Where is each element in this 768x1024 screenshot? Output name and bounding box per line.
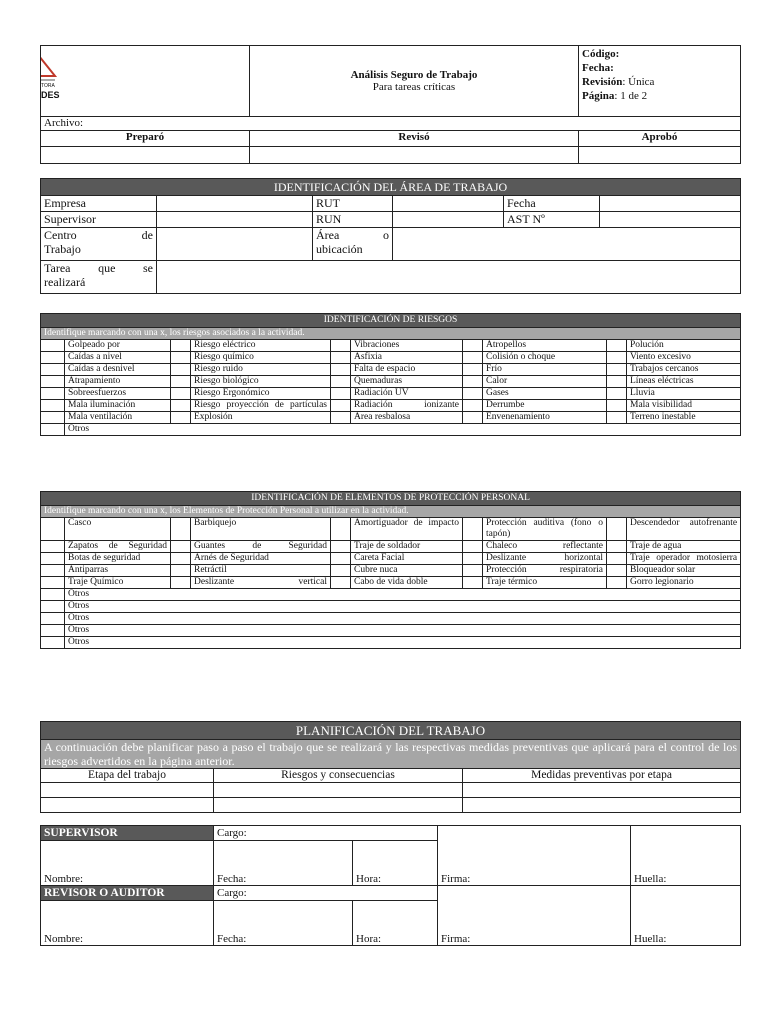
tarea-word-3: se xyxy=(142,261,153,275)
riesgos-row xyxy=(41,400,741,412)
riesgos-checkbox[interactable] xyxy=(41,412,65,424)
epp-otros-field[interactable]: Otros xyxy=(65,613,741,625)
company-logo xyxy=(41,46,249,116)
epp-checkbox[interactable] xyxy=(171,577,191,589)
riesgos-item-label: Viento excesivo xyxy=(627,352,741,364)
plan-medidas-field[interactable] xyxy=(463,783,741,798)
plan-medidas-field[interactable] xyxy=(463,798,741,813)
epp-item-label: Guantes de Seguridad xyxy=(191,541,331,553)
centro-field[interactable] xyxy=(157,228,313,261)
epp-checkbox[interactable] xyxy=(171,518,191,541)
riesgos-item-label: Radiación ionizante xyxy=(351,400,463,412)
epp-row xyxy=(41,541,741,553)
epp-checkbox[interactable] xyxy=(607,553,627,565)
fecha-label: Fecha xyxy=(504,196,600,212)
epp-checkbox[interactable] xyxy=(463,565,483,577)
riesgos-item-label: Explosión xyxy=(191,412,331,424)
riesgos-instructions: Identifique marcando con una x, los riesgos asociados a la actividad. xyxy=(41,328,741,340)
riesgos-section-title: IDENTIFICACIÓN DE RIESGOS xyxy=(41,314,741,328)
revisor-huella[interactable] xyxy=(631,886,741,946)
supervisor-hora[interactable] xyxy=(353,841,438,886)
epp-checkbox[interactable] xyxy=(607,518,627,541)
preparo-field[interactable] xyxy=(41,147,250,164)
tarea-label xyxy=(41,261,157,294)
document-header xyxy=(40,45,741,164)
revision-row xyxy=(582,75,737,89)
epp-item-label: Casco xyxy=(65,518,171,541)
supervisor-label: Supervisor xyxy=(41,212,157,228)
rut-field[interactable] xyxy=(393,196,504,212)
epp-otros-field[interactable]: Otros xyxy=(65,601,741,613)
riesgos-item-label: Caídas a desnivel xyxy=(65,364,171,376)
epp-item-label: Zapatos de Seguridad xyxy=(65,541,171,553)
riesgos-row xyxy=(41,412,741,424)
epp-item-label: Retráctil xyxy=(191,565,331,577)
riesgos-item-label: Mala visibilidad xyxy=(627,400,741,412)
riesgos-checkbox[interactable] xyxy=(331,412,351,424)
rut-label: RUT xyxy=(313,196,393,212)
area-trabajo-table xyxy=(40,178,741,294)
riesgos-checkbox[interactable] xyxy=(463,352,483,364)
plan-section-title: PLANIFICACIÓN DEL TRABAJO xyxy=(41,722,741,740)
riesgos-checkbox[interactable] xyxy=(607,388,627,400)
riesgos-checkbox[interactable] xyxy=(171,400,191,412)
ast-label: AST Nº xyxy=(504,212,600,228)
riesgos-checkbox[interactable] xyxy=(463,364,483,376)
riesgos-item-label: Vibraciones xyxy=(351,340,463,352)
riesgos-checkbox[interactable] xyxy=(463,400,483,412)
riesgos-checkbox[interactable] xyxy=(41,424,65,436)
epp-checkbox[interactable] xyxy=(463,553,483,565)
huella-label: Huella: xyxy=(634,933,667,945)
fecha-row xyxy=(582,61,737,75)
epp-item-label: Traje de soldador xyxy=(351,541,463,553)
epp-checkbox[interactable] xyxy=(463,518,483,541)
epp-checkbox[interactable] xyxy=(41,601,65,613)
epp-item-label: Chaleco reflectante xyxy=(483,541,607,553)
riesgos-item-label: Área resbalosa xyxy=(351,412,463,424)
riesgos-item-label: Falta de espacio xyxy=(351,364,463,376)
run-field[interactable] xyxy=(393,212,504,228)
area-word-1: Área xyxy=(316,228,340,242)
riesgos-checkbox[interactable] xyxy=(171,340,191,352)
epp-checkbox[interactable] xyxy=(607,577,627,589)
plan-col-etapa: Etapa del trabajo xyxy=(41,769,214,783)
epp-item-label: Antiparras xyxy=(65,565,171,577)
epp-item-label: Traje Químico xyxy=(65,577,171,589)
epp-item-label: Careta Facial xyxy=(351,553,463,565)
tarea-word-1: Tarea xyxy=(44,261,71,275)
epp-checkbox[interactable] xyxy=(607,541,627,553)
epp-section-title: IDENTIFICACIÓN DE ELEMENTOS DE PROTECCIÓN PERSONAL xyxy=(41,492,741,506)
epp-item-label: Protección respiratoria xyxy=(483,565,607,577)
plan-etapa-field[interactable] xyxy=(41,798,214,813)
area-word-2: o xyxy=(383,228,389,242)
riesgos-item-label: Golpeado por xyxy=(65,340,171,352)
epp-checkbox[interactable] xyxy=(41,577,65,589)
codigo-label: Código: xyxy=(582,48,620,60)
fecha-label: Fecha: xyxy=(217,933,247,945)
logo-icon xyxy=(41,46,80,116)
riesgos-item-label: Atrapamiento xyxy=(65,376,171,388)
area-ubicacion-field[interactable] xyxy=(393,228,741,261)
plan-col-riesgos: Riesgos y consecuencias xyxy=(214,769,463,783)
riesgos-item-label: Quemaduras xyxy=(351,376,463,388)
supervisor-nombre[interactable] xyxy=(41,841,214,886)
riesgos-item-label: Envenenamiento xyxy=(483,412,607,424)
nombre-label: Nombre: xyxy=(44,873,84,885)
supervisor-firma[interactable] xyxy=(438,826,631,886)
riesgos-item-label: Sobreesfuerzos xyxy=(65,388,171,400)
epp-checkbox[interactable] xyxy=(331,565,351,577)
riesgos-checkbox[interactable] xyxy=(607,400,627,412)
tarea-word-2: que xyxy=(98,261,116,275)
epp-checkbox[interactable] xyxy=(463,577,483,589)
epp-otros-field[interactable]: Otros xyxy=(65,637,741,649)
pagina-row xyxy=(582,89,737,103)
riesgos-table xyxy=(40,313,741,436)
riesgos-checkbox[interactable] xyxy=(171,388,191,400)
revisor-firma[interactable] xyxy=(438,886,631,946)
riesgos-checkbox[interactable] xyxy=(171,412,191,424)
riesgos-checkbox[interactable] xyxy=(463,376,483,388)
epp-table xyxy=(40,491,741,649)
supervisor-field[interactable] xyxy=(157,212,313,228)
epp-row xyxy=(41,553,741,565)
epp-item-label: Barbiquejo xyxy=(191,518,331,541)
riesgos-item-label: Riesgo Ergonómico xyxy=(191,388,331,400)
riesgos-item-label: Riesgo biológico xyxy=(191,376,331,388)
riesgos-checkbox[interactable] xyxy=(331,376,351,388)
reviso-header: Revisó xyxy=(250,131,579,147)
riesgos-item-label: Gases xyxy=(483,388,607,400)
epp-otros-row xyxy=(41,613,741,625)
riesgos-item-label: Riesgo ruido xyxy=(191,364,331,376)
epp-instructions: Identifique marcando con una x, los Elementos de Protección Personal a utilizar en la actividad. xyxy=(41,506,741,518)
riesgos-item-label: Líneas eléctricas xyxy=(627,376,741,388)
epp-checkbox[interactable] xyxy=(41,625,65,637)
riesgos-checkbox[interactable] xyxy=(171,352,191,364)
epp-otros-row xyxy=(41,589,741,601)
epp-checkbox[interactable] xyxy=(41,553,65,565)
area-ubicacion-label xyxy=(313,228,393,261)
centro-word-1: Centro xyxy=(44,228,77,242)
riesgos-checkbox[interactable] xyxy=(41,364,65,376)
epp-checkbox[interactable] xyxy=(41,541,65,553)
plan-col-medidas: Medidas preventivas por etapa xyxy=(463,769,741,783)
fecha-label: Fecha: xyxy=(582,62,614,74)
pagina-label: Página xyxy=(582,90,615,102)
riesgos-checkbox[interactable] xyxy=(331,352,351,364)
riesgos-checkbox[interactable] xyxy=(463,340,483,352)
planificacion-table xyxy=(40,721,741,813)
nombre-label: Nombre: xyxy=(44,933,84,945)
plan-etapa-field[interactable] xyxy=(41,783,214,798)
epp-item-label: Protección auditiva (fono o tapón) xyxy=(483,518,607,541)
logo-cell xyxy=(41,46,250,117)
epp-checkbox[interactable] xyxy=(41,565,65,577)
riesgos-checkbox[interactable] xyxy=(331,364,351,376)
epp-item-label: Gorro legionario xyxy=(627,577,741,589)
riesgos-row xyxy=(41,340,741,352)
riesgos-checkbox[interactable] xyxy=(41,388,65,400)
riesgos-item-label: Derrumbe xyxy=(483,400,607,412)
preparo-header: Preparó xyxy=(41,131,250,147)
riesgos-checkbox[interactable] xyxy=(41,400,65,412)
aprobo-header: Aprobó xyxy=(579,131,741,147)
riesgos-checkbox[interactable] xyxy=(331,340,351,352)
centro-label xyxy=(41,228,157,261)
aprobo-field[interactable] xyxy=(579,147,741,164)
epp-row xyxy=(41,577,741,589)
run-label: RUN xyxy=(313,212,393,228)
epp-checkbox[interactable] xyxy=(331,577,351,589)
meta-cell xyxy=(579,46,741,117)
tarea-word-4: realizará xyxy=(44,275,86,289)
epp-otros-field[interactable]: Otros xyxy=(65,589,741,601)
riesgos-item-label: Caídas a nivel xyxy=(65,352,171,364)
firma-label: Firma: xyxy=(441,873,471,885)
riesgos-checkbox[interactable] xyxy=(607,340,627,352)
riesgos-item-label: Riesgo proyección de partículas xyxy=(191,400,331,412)
centro-word-3: Trabajo xyxy=(44,242,81,256)
riesgos-row xyxy=(41,364,741,376)
epp-item-label: Deslizante vertical xyxy=(191,577,331,589)
riesgos-otros-row xyxy=(41,424,741,436)
riesgos-item-label: Calor xyxy=(483,376,607,388)
riesgos-item-label: Mala iluminación xyxy=(65,400,171,412)
riesgos-item-label: Polución xyxy=(627,340,741,352)
empresa-field[interactable] xyxy=(157,196,313,212)
pagina-value: : 1 de 2 xyxy=(614,90,648,102)
riesgos-item-label: Trabajos cercanos xyxy=(627,364,741,376)
revisor-heading: REVISOR O AUDITOR xyxy=(41,886,214,901)
epp-checkbox[interactable] xyxy=(171,565,191,577)
supervisor-cargo[interactable]: Cargo: xyxy=(214,826,438,841)
riesgos-checkbox[interactable] xyxy=(463,412,483,424)
riesgos-checkbox[interactable] xyxy=(607,412,627,424)
epp-item-label: Deslizante horizontal xyxy=(483,553,607,565)
riesgos-checkbox[interactable] xyxy=(331,388,351,400)
supervisor-huella[interactable] xyxy=(631,826,741,886)
riesgos-row xyxy=(41,352,741,364)
epp-item-label: Arnés de Seguridad xyxy=(191,553,331,565)
epp-checkbox[interactable] xyxy=(41,637,65,649)
empresa-label: Empresa xyxy=(41,196,157,212)
fecha-label: Fecha: xyxy=(217,873,247,885)
document-title: Análisis Seguro de Trabajo xyxy=(350,69,478,81)
riesgos-otros-field[interactable]: Otros xyxy=(65,424,741,436)
epp-otros-field[interactable]: Otros xyxy=(65,625,741,637)
epp-checkbox[interactable] xyxy=(41,518,65,541)
riesgos-row xyxy=(41,388,741,400)
supervisor-heading: SUPERVISOR xyxy=(41,826,214,841)
epp-item-label: Cubre nuca xyxy=(351,565,463,577)
riesgos-checkbox[interactable] xyxy=(463,388,483,400)
plan-riesgos-field[interactable] xyxy=(214,798,463,813)
epp-row xyxy=(41,518,741,541)
epp-checkbox[interactable] xyxy=(331,518,351,541)
epp-otros-row xyxy=(41,601,741,613)
epp-item-label: Traje de agua xyxy=(627,541,741,553)
riesgos-checkbox[interactable] xyxy=(41,352,65,364)
title-cell xyxy=(250,46,579,117)
epp-otros-row xyxy=(41,625,741,637)
riesgos-item-label: Mala ventilación xyxy=(65,412,171,424)
area-word-3: ubicación xyxy=(316,242,363,256)
riesgos-item-label: Radiación UV xyxy=(351,388,463,400)
epp-row xyxy=(41,565,741,577)
riesgos-checkbox[interactable] xyxy=(171,376,191,388)
plan-riesgos-field[interactable] xyxy=(214,783,463,798)
epp-checkbox[interactable] xyxy=(463,541,483,553)
epp-checkbox[interactable] xyxy=(171,541,191,553)
hora-label: Hora: xyxy=(356,933,382,945)
epp-checkbox[interactable] xyxy=(331,541,351,553)
revision-label: Revisión xyxy=(582,76,623,88)
riesgos-item-label: Colisión o choque xyxy=(483,352,607,364)
epp-item-label: Botas de seguridad xyxy=(65,553,171,565)
epp-checkbox[interactable] xyxy=(607,565,627,577)
document-subtitle: Para tareas críticas xyxy=(372,81,456,93)
riesgos-item-label: Asfixia xyxy=(351,352,463,364)
firmas-table xyxy=(40,825,741,946)
plan-instructions: A continuación debe planificar paso a paso el trabajo que se realizará y las respectivas medidas preventivas que aplicará para el control de los riesgos advertidos en la página anterior. xyxy=(41,740,741,769)
epp-checkbox[interactable] xyxy=(171,553,191,565)
riesgos-row xyxy=(41,376,741,388)
riesgos-checkbox[interactable] xyxy=(607,352,627,364)
revisor-hora[interactable] xyxy=(353,901,438,946)
epp-item-label: Traje operador motosierra xyxy=(627,553,741,565)
epp-otros-row xyxy=(41,637,741,649)
revisor-fecha[interactable] xyxy=(214,901,353,946)
epp-item-label: Bloqueador solar xyxy=(627,565,741,577)
riesgos-checkbox[interactable] xyxy=(41,376,65,388)
fecha-field[interactable] xyxy=(600,196,741,212)
riesgos-checkbox[interactable] xyxy=(607,376,627,388)
riesgos-checkbox[interactable] xyxy=(41,340,65,352)
epp-item-label: Cabo de vida doble xyxy=(351,577,463,589)
tarea-field[interactable] xyxy=(157,261,741,294)
riesgos-checkbox[interactable] xyxy=(331,400,351,412)
ast-field[interactable] xyxy=(600,212,741,228)
logo-text-2: DES xyxy=(41,90,60,100)
area-section-title: IDENTIFICACIÓN DEL ÁREA DE TRABAJO xyxy=(41,179,741,196)
reviso-field[interactable] xyxy=(250,147,579,164)
riesgos-item-label: Atropellos xyxy=(483,340,607,352)
centro-word-2: de xyxy=(141,228,153,242)
huella-label: Huella: xyxy=(634,873,667,885)
firma-label: Firma: xyxy=(441,933,471,945)
archivo-field[interactable]: Archivo: xyxy=(41,117,741,131)
revisor-nombre[interactable] xyxy=(41,901,214,946)
epp-item-label: Traje térmico xyxy=(483,577,607,589)
revisor-cargo[interactable]: Cargo: xyxy=(214,886,438,901)
riesgos-checkbox[interactable] xyxy=(607,364,627,376)
riesgos-item-label: Riesgo químico xyxy=(191,352,331,364)
supervisor-fecha[interactable] xyxy=(214,841,353,886)
riesgos-item-label: Riesgo eléctrico xyxy=(191,340,331,352)
epp-item-label: Amortiguador de impacto xyxy=(351,518,463,541)
riesgos-item-label: Lluvia xyxy=(627,388,741,400)
epp-checkbox[interactable] xyxy=(41,589,65,601)
epp-item-label: Descendedor autofrenante xyxy=(627,518,741,541)
logo-text-1: TORA xyxy=(41,83,55,89)
epp-checkbox[interactable] xyxy=(331,553,351,565)
hora-label: Hora: xyxy=(356,873,382,885)
epp-checkbox[interactable] xyxy=(41,613,65,625)
riesgos-checkbox[interactable] xyxy=(171,364,191,376)
revision-value: : Única xyxy=(622,76,655,88)
riesgos-item-label: Terreno inestable xyxy=(627,412,741,424)
riesgos-item-label: Frío xyxy=(483,364,607,376)
